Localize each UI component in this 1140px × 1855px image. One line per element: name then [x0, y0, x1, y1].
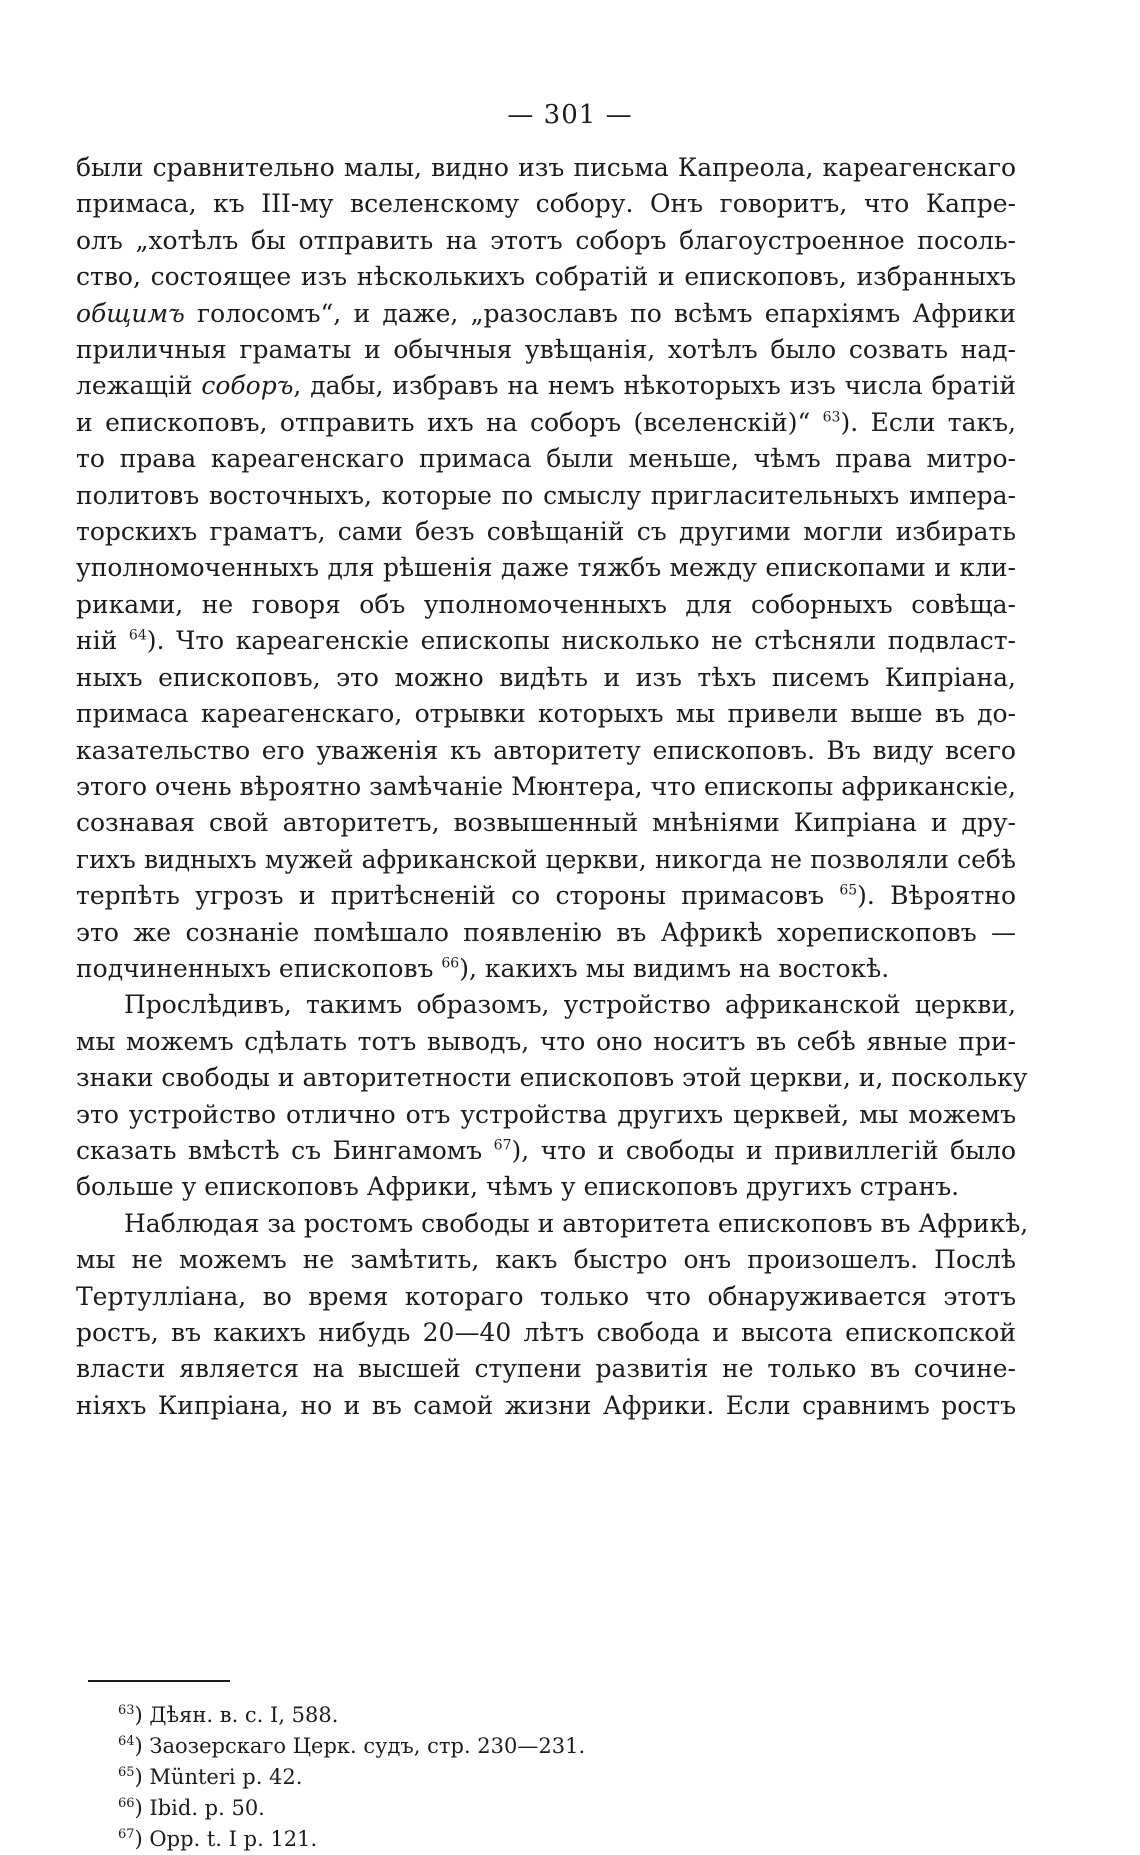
main-text	[76, 150, 1029, 1424]
text-line: примаса кареагенскаго, отрывки которыхъ мы привели выше въ до-	[76, 699, 1016, 729]
text-line: это же сознаніе помѣшало появленію въ Африкѣ хорепископовъ —	[76, 917, 1016, 947]
footnote-text: ) Münteri p. 42.	[134, 1765, 303, 1789]
text-line: ныхъ епископовъ, это можно видѣть и изъ тѣхъ писемъ Кипріана,	[76, 662, 1016, 692]
text-line: политовъ восточныхъ, которые по смыслу пригласительныхъ импера-	[76, 480, 1016, 510]
footnote	[118, 1731, 978, 1762]
footnote-number: 65	[118, 1765, 135, 1780]
text-line: больше у епископовъ Африки, чѣмъ у епископовъ другихъ странъ.	[76, 1172, 960, 1202]
footnote-number: 67	[118, 1827, 135, 1842]
text-line: общимъ голосомъ“, и даже, „разославъ по всѣмъ епархіямъ Африки	[76, 298, 1016, 328]
text-line: приличныя граматы и обычныя увѣщанія, хотѣлъ было созвать над-	[76, 335, 1016, 365]
text-line: мы не можемъ не замѣтить, какъ быстро онъ произошелъ. Послѣ	[76, 1245, 1016, 1275]
text-line: риками, не говоря объ уполномоченныхъ для соборныхъ совѣща-	[76, 589, 1016, 619]
footnotes	[118, 1700, 978, 1855]
text-line: примаса, къ III-му вселенскому собору. Онъ говоритъ, что Капре-	[76, 189, 1016, 219]
footnote	[118, 1762, 978, 1793]
footnote	[118, 1824, 978, 1855]
text-line: сознавая свой авторитетъ, возвышенный мнѣніями Кипріана и дру-	[76, 808, 1016, 838]
text-line: этого очень вѣроятно замѣчаніе Мюнтера, что епископы африканскіе,	[76, 771, 1016, 801]
text-line: Тертулліана, во время котораго только что обнаруживается этотъ	[76, 1281, 1016, 1311]
footnote-divider	[88, 1680, 230, 1682]
text-line: торскихъ граматъ, сами безъ совѣщаній съ другими могли избирать	[76, 517, 1016, 547]
text-line: ніяхъ Кипріана, но и въ самой жизни Африки. Если сравнимъ ростъ	[76, 1390, 1016, 1420]
footnote	[118, 1700, 978, 1731]
text-line: и епископовъ, отправить ихъ на соборъ (вселенскій)“ $^{63}$). Если такъ,	[76, 407, 1016, 437]
text-line: ство, состоящее изъ нѣсколькихъ собратій и епископовъ, избранныхъ	[76, 262, 1016, 292]
text-line: знаки свободы и авторитетности епископовъ этой церкви, и, поскольку	[76, 1063, 1028, 1093]
footnote-number: 64	[118, 1734, 135, 1749]
text-line: Наблюдая за ростомъ свободы и авторитета епископовъ въ Африкѣ,	[124, 1208, 1029, 1238]
text-line: мы можемъ сдѣлать тотъ выводъ, что оно носитъ въ себѣ явные при-	[76, 1026, 1016, 1056]
text-line: власти является на высшей ступени развитія не только въ сочине-	[76, 1354, 1016, 1384]
text-line: Прослѣдивъ, такимъ образомъ, устройство африканской церкви,	[124, 990, 1016, 1020]
footnote-text: ) Ibid. p. 50.	[134, 1796, 265, 1820]
footnote-text: ) Заозерскаго Церк. судъ, стр. 230—231.	[134, 1734, 586, 1758]
footnote-text: ) Дѣян. в. с. I, 588.	[134, 1703, 339, 1727]
page-number: — 301 —	[507, 100, 633, 130]
text-line: олъ „хотѣлъ бы отправить на этотъ соборъ благоустроенное посоль-	[76, 225, 1016, 255]
text-line: были сравнительно малы, видно изъ письма Капреола, кареагенскаго	[76, 153, 1016, 182]
footnote-number: 66	[118, 1796, 135, 1811]
text-line: гихъ видныхъ мужей африканской церкви, никогда не позволяли себѣ	[76, 844, 1016, 874]
text-line: сказать вмѣстѣ съ Бингамомъ $^{67}$), что и свободы и привиллегій было	[76, 1135, 1016, 1165]
text-line: уполномоченныхъ для рѣшенія даже тяжбъ между епископами и кли-	[76, 553, 1016, 583]
text-line: лежащій соборъ, дабы, избравъ на немъ нѣкоторыхъ изъ числа братій	[76, 371, 1016, 401]
text-line: казательство его уваженія къ авторитету епископовъ. Въ виду всего	[76, 735, 1016, 765]
text-line: терпѣть угрозъ и притѣсненій со стороны примасовъ $^{65}$). Вѣроятно	[76, 881, 1017, 911]
footnote-text: ) Opp. t. I p. 121.	[134, 1827, 318, 1851]
footnote	[118, 1793, 978, 1824]
footnote-number: 63	[118, 1703, 135, 1718]
text-line: это устройство отлично отъ устройства другихъ церквей, мы можемъ	[76, 1099, 1016, 1129]
text-line: ній $^{64}$). Что кареагенскіе епископы нисколько не стѣсняли подвласт-	[76, 626, 1016, 656]
text-line: подчиненныхъ епископовъ $^{66}$), какихъ мы видимъ на востокѣ.	[76, 953, 890, 983]
text-line: ростъ, въ какихъ нибудь 20—40 лѣтъ свобода и высота епископской	[76, 1318, 1016, 1347]
text-line: то права кареагенскаго примаса были меньше, чѣмъ права митро-	[76, 444, 1016, 474]
